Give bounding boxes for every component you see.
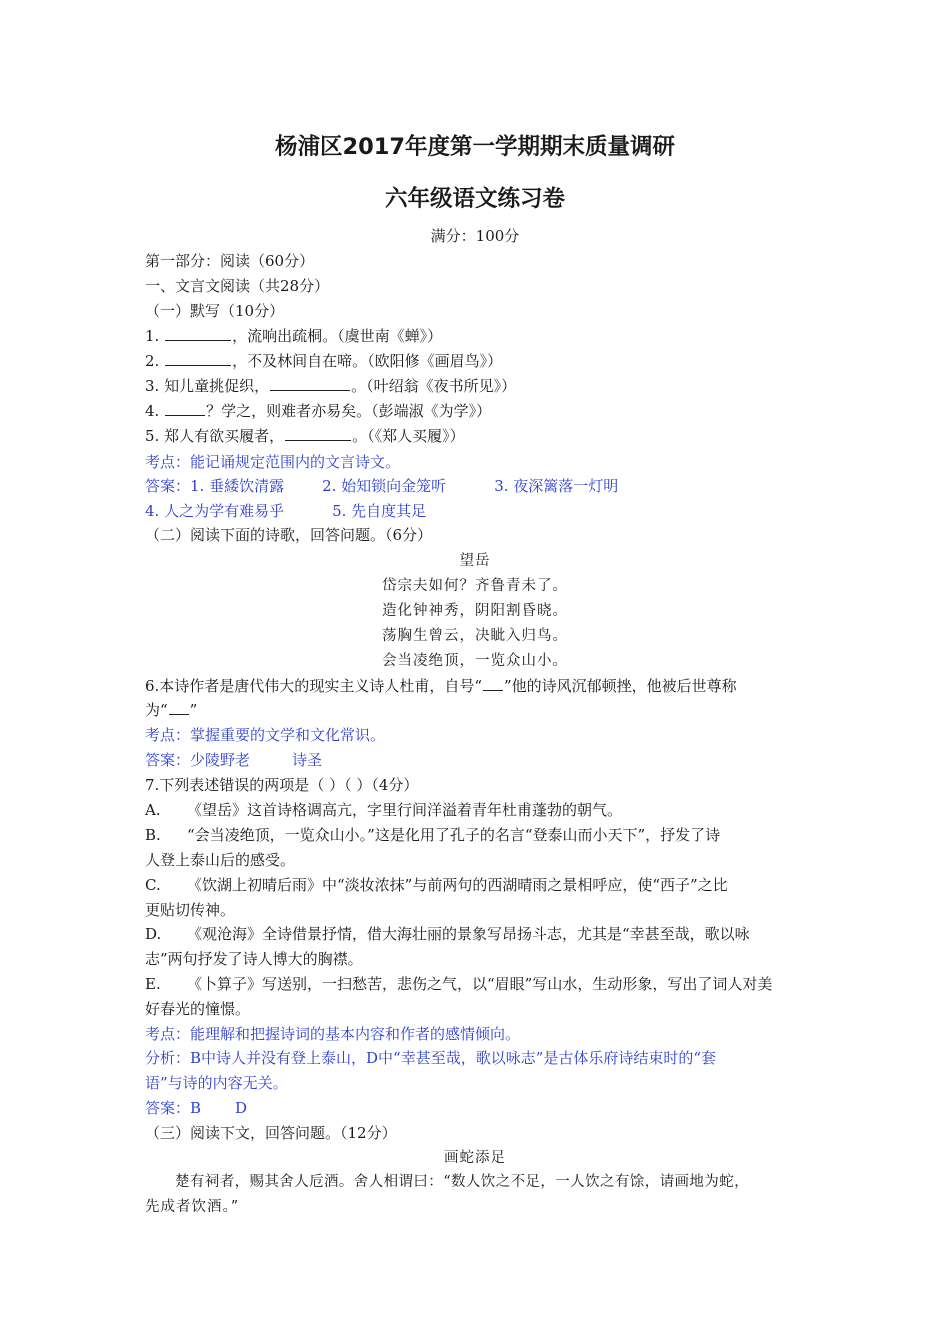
option-b-cont: 人登上泰山后的感受。 <box>145 851 296 869</box>
answer-item: 2. 始知锁向金笼听 <box>322 477 447 495</box>
poem-line: 造化钟神秀，阴阳割昏晓。 <box>382 603 568 619</box>
analysis: 分析：B中诗人并没有登上泰山，D中“幸甚至哉，歌以咏志”是古体乐府诗结束时的“套 <box>145 1049 717 1067</box>
question-number: 4. <box>145 402 160 420</box>
poem-line: 荡胸生曾云，决眦入归鸟。 <box>382 628 568 644</box>
question-text: 6.本诗作者是唐代伟大的现实主义诗人杜甫，自号“ <box>145 677 482 695</box>
answer-item: D <box>235 1099 248 1117</box>
poem-title: 望岳 <box>459 553 491 569</box>
story-paragraph-cont: 先成者饮酒。” <box>145 1199 240 1215</box>
answer-item: 3. 夜深篱落一灯明 <box>494 477 619 495</box>
answer-blank <box>165 326 231 341</box>
question-text: ” <box>189 701 198 719</box>
option-label: B. <box>145 826 161 844</box>
question-7: 7.下列表述错误的两项是（ ）（ ）（4分） <box>145 776 419 794</box>
part-heading: 第一部分：阅读（60分） <box>145 252 315 270</box>
subsection-heading: （一）默写（10分） <box>145 302 285 320</box>
answer-item: 答案：少陵野老 <box>145 751 251 769</box>
question-text: 为“ <box>145 701 168 719</box>
poem-line: 会当凌绝顶，一览众山小。 <box>382 653 568 669</box>
option-text: 《饮湖上初晴后雨》中“淡妆浓抹”与前两句的西湖晴雨之景相呼应，使“西子”之比 <box>187 876 728 894</box>
option-e-cont: 好春光的憧憬。 <box>145 1000 251 1018</box>
question-6 <box>145 674 810 699</box>
option-d <box>145 922 810 947</box>
full-score: 满分：100分 <box>430 227 520 245</box>
option-b <box>145 823 810 848</box>
answer-item: 5. 先自度其足 <box>332 502 427 520</box>
option-text: 《观沧海》全诗借景抒情，借大海壮丽的景象写昂扬斗志，尤其是“幸甚至哉，歌以咏 <box>187 925 750 943</box>
subsection-heading: （三）阅读下文，回答问题。（12分） <box>145 1124 397 1142</box>
option-d-cont: 志”两句抒发了诗人博大的胸襟。 <box>145 950 363 968</box>
option-label: E. <box>145 975 161 993</box>
question-4 <box>145 399 810 424</box>
question-5 <box>145 424 810 449</box>
option-e <box>145 972 810 997</box>
question-1 <box>145 324 810 349</box>
subsection-heading: （二）阅读下面的诗歌，回答问题。（6分） <box>145 526 433 544</box>
answer-line <box>145 1096 810 1121</box>
answer-item: 答案：B <box>145 1099 202 1117</box>
question-number: 1. <box>145 327 160 345</box>
answer-blank <box>165 401 205 416</box>
answer-blank <box>270 376 350 391</box>
question-text: ？学之，则难者亦易矣。（彭端淑《为学》） <box>206 402 492 420</box>
option-text: 《卜算子》写送别，一扫愁苦，悲伤之气，以“眉眼”写山水，生动形象，写出了词人对美 <box>187 975 773 993</box>
answer-blank <box>285 426 351 441</box>
question-2 <box>145 349 810 374</box>
analysis-cont: 语”与诗的内容无关。 <box>145 1074 288 1092</box>
poem-line: 岱宗夫如何？齐鲁青未了。 <box>382 578 568 594</box>
story-paragraph: 楚有祠者，赐其舍人卮酒。舍人相谓曰：“数人饮之不足，一人饮之有馀，请画地为蛇， <box>175 1174 750 1190</box>
question-text: 3. 知儿童挑促织， <box>145 377 270 395</box>
question-text: 5. 郑人有欲买履者， <box>145 427 285 445</box>
option-label: A. <box>145 801 161 819</box>
question-3 <box>145 374 810 399</box>
question-text: ”他的诗风沉郁顿挫，他被后世尊称 <box>503 677 737 695</box>
answer-line <box>145 748 810 773</box>
option-c <box>145 873 810 898</box>
answer-item: 答案：1. 垂緌饮清露 <box>145 477 285 495</box>
question-6-cont <box>145 698 810 723</box>
answer-line <box>145 499 810 524</box>
option-text: “会当凌绝顶，一览众山小。”这是化用了孔子的名言“登泰山而小天下”，抒发了诗 <box>187 826 721 844</box>
exam-title: 杨浦区2017年度第一学期期末质量调研 <box>274 134 676 160</box>
question-text: 。（《郑人买履》） <box>352 427 465 445</box>
exam-subtitle: 六年级语文练习卷 <box>384 186 565 212</box>
answer-line <box>145 474 810 499</box>
section-heading: 一、文言文阅读（共28分） <box>145 277 330 295</box>
answer-blank <box>483 676 503 691</box>
answer-blank <box>169 700 189 715</box>
answer-item: 4. 人之为学有难易乎 <box>145 502 285 520</box>
answer-item: 诗圣 <box>292 751 323 769</box>
key-point: 考点：能记诵规定范围内的文言诗文。 <box>145 453 401 471</box>
option-text: 《望岳》这首诗格调高亢，字里行间洋溢着青年杜甫蓬勃的朝气。 <box>187 801 623 819</box>
answer-blank <box>165 351 231 366</box>
question-number: 2. <box>145 352 160 370</box>
key-point: 考点：能理解和把握诗词的基本内容和作者的感情倾向。 <box>145 1025 521 1043</box>
key-point: 考点：掌握重要的文学和文化常识。 <box>145 726 386 744</box>
option-a <box>145 798 810 823</box>
question-text: 。（叶绍翁《夜书所见》） <box>351 377 517 395</box>
option-label: C. <box>145 876 161 894</box>
option-c-cont: 更贴切传神。 <box>145 901 236 919</box>
question-text: ，流响出疏桐。（虞世南《蝉》） <box>232 327 443 345</box>
story-title: 画蛇添足 <box>444 1150 506 1166</box>
question-text: ，不及林间自在啼。（欧阳修《画眉鸟》） <box>232 352 503 370</box>
option-label: D. <box>145 925 162 943</box>
